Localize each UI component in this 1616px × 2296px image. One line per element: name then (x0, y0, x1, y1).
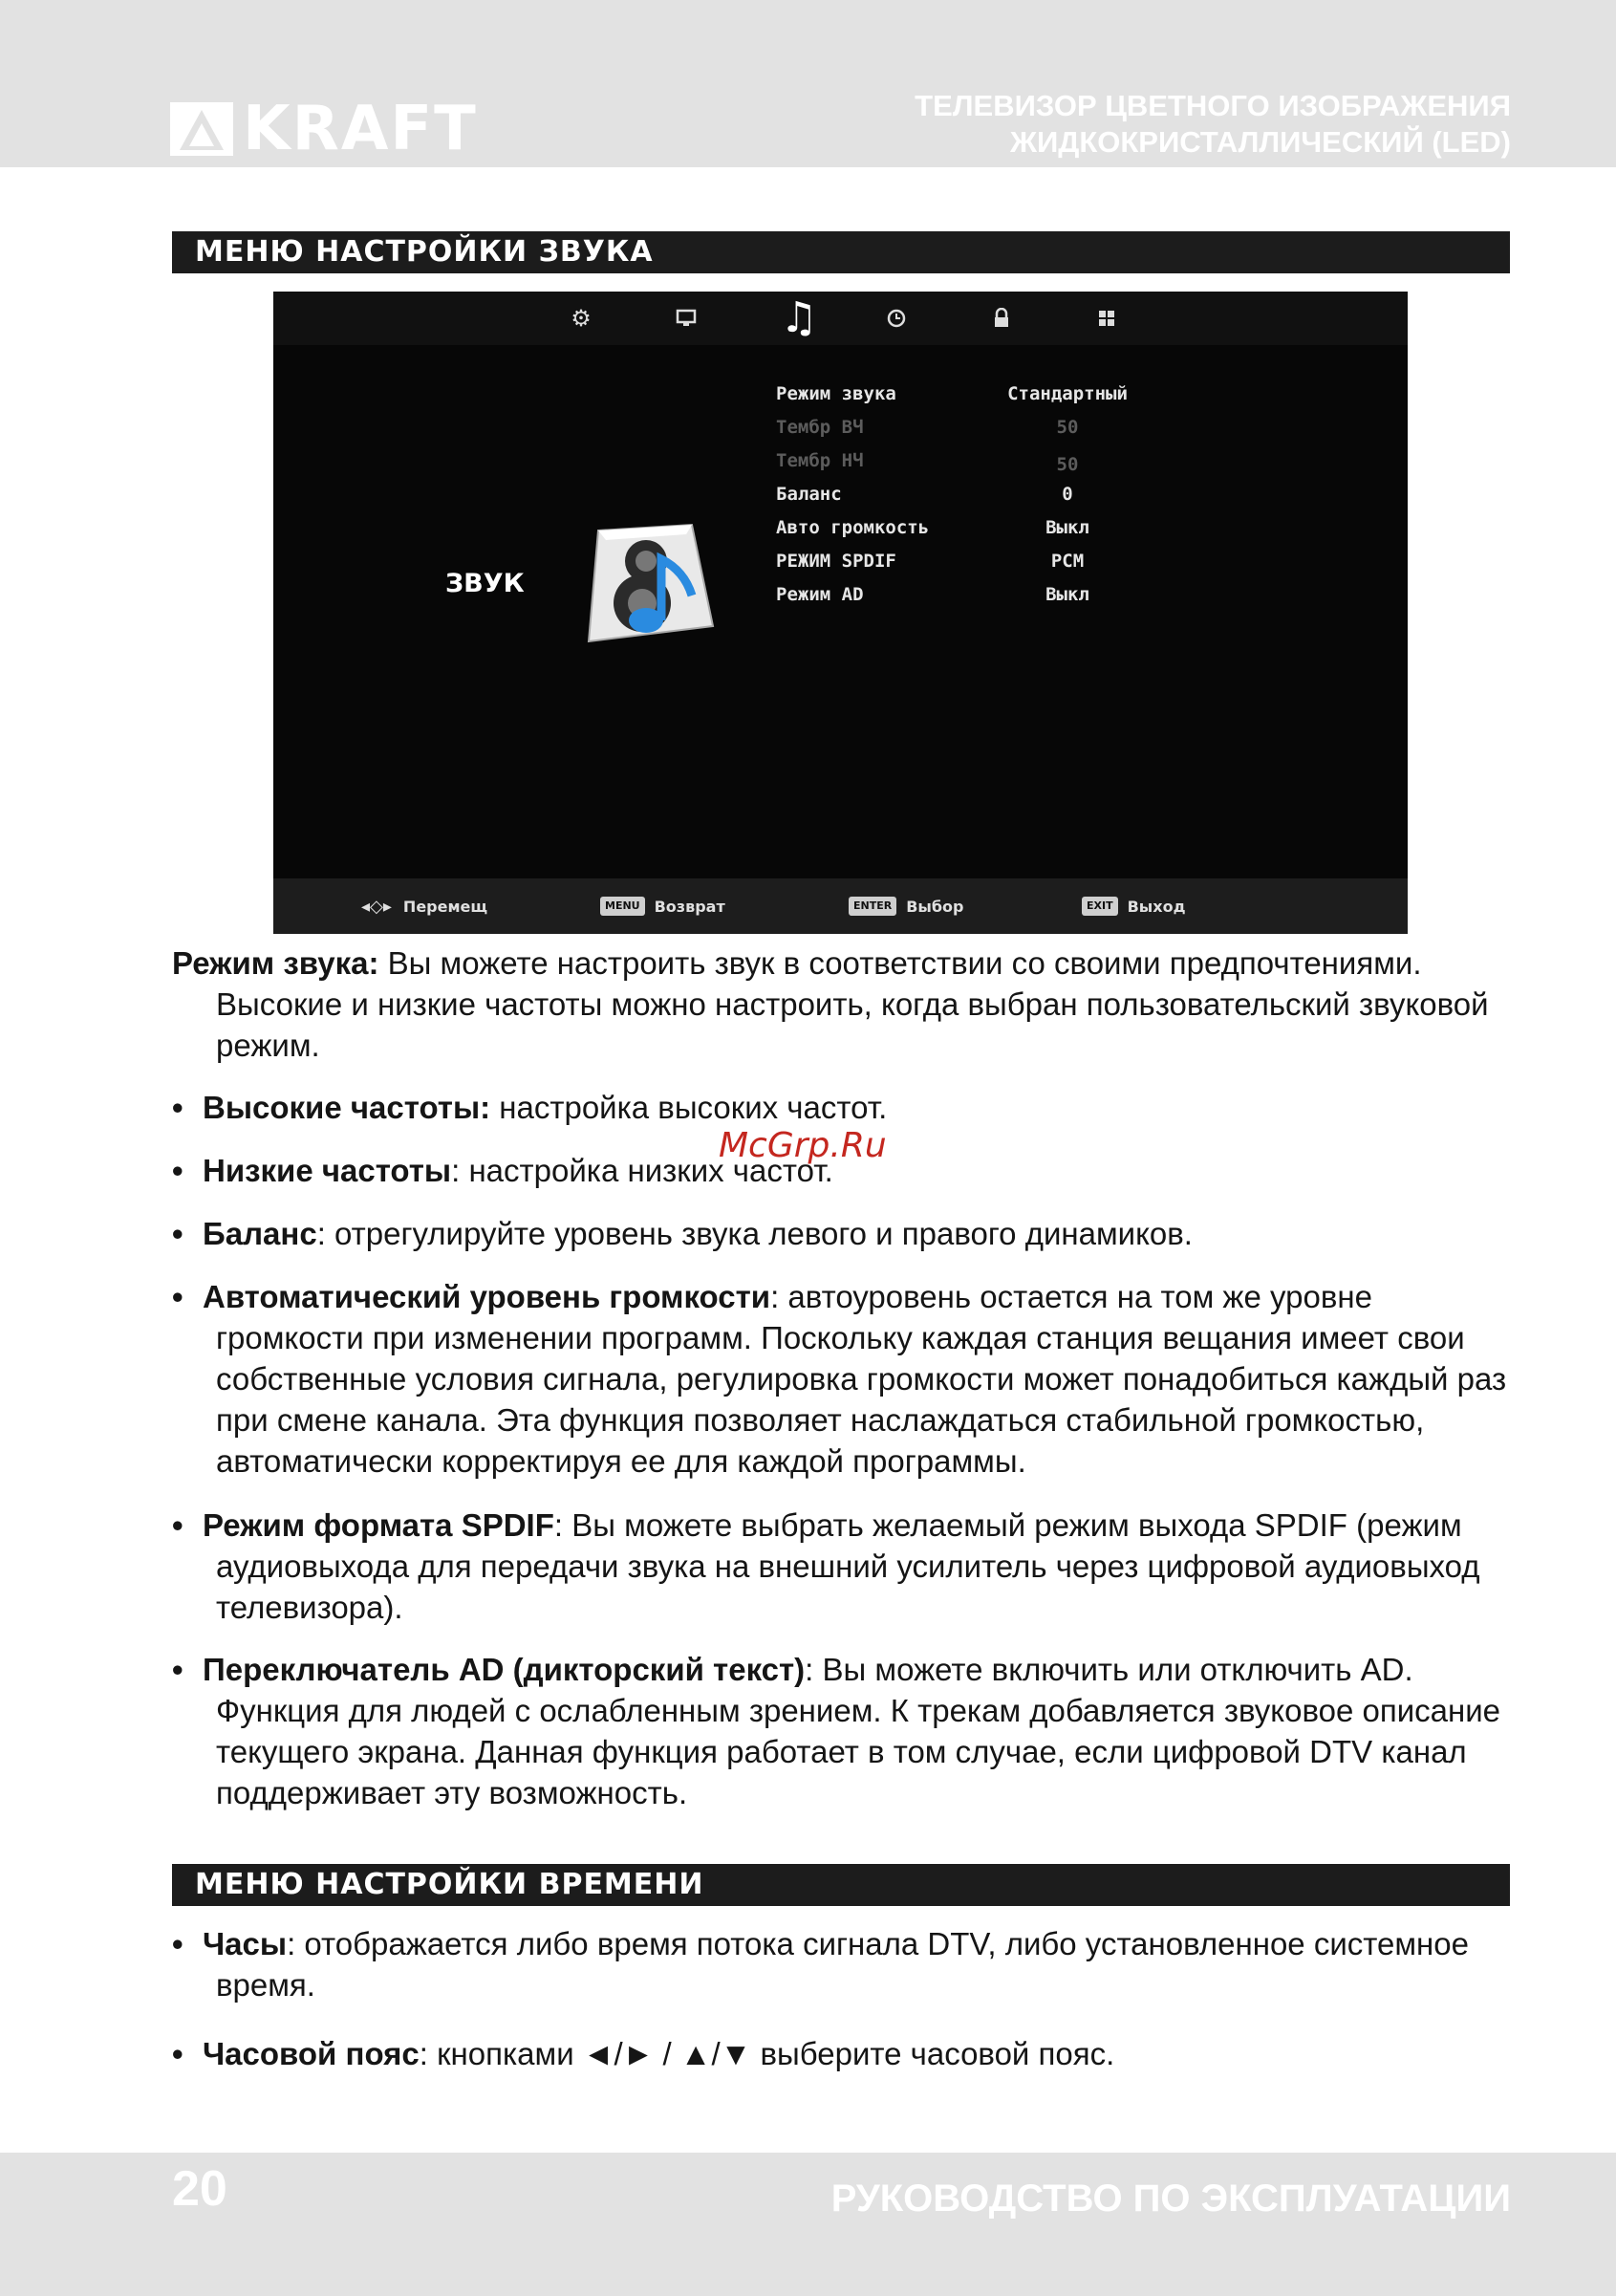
enter-key-icon: ENTER (849, 897, 896, 916)
bullet-text: : автоуровень остается на том же уровне громкости при изменении программ. Поскольку каждая станция вещания имеет свои собственные условия сигнала, регулировка громкости может понадобиться каждый раз при смене канала. Эта функция позволяет наслаждаться стабильной громкостью, автоматически корректируя ее для каждой программы. (216, 1279, 1507, 1479)
tv-row-treble (776, 417, 1349, 449)
page-number: 20 (172, 2161, 227, 2217)
footer-title: РУКОВОДСТВО ПО ЭКСПЛУАТАЦИИ (830, 2177, 1511, 2220)
bullet-spdif: • Режим формата SPDIF: Вы можете выбрать желаемый режим выхода SPDIF (режим аудиовыхода для передачи звука на внешний усилитель через цифровой аудиовыход телевизора). (172, 1507, 1480, 1625)
section-title-sound: МЕНЮ НАСТРОЙКИ ЗВУКА (172, 231, 1510, 273)
tv-row-sound-mode[interactable] (776, 383, 1349, 416)
tv-row-label: Режим звука (776, 383, 896, 404)
term-sound-mode: Режим звука: (172, 945, 379, 981)
bullet-term: Переключатель AD (дикторский текст) (203, 1652, 806, 1687)
text-sound-mode: Вы можете настроить звук в соответствии со своими предпочтениями. Высокие и низкие частоты можно настроить, когда выбран пользовательский звуковой режим. (216, 945, 1489, 1063)
header-title (915, 88, 1511, 161)
bullet-term: Низкие частоты (203, 1153, 452, 1188)
tv-row-value: 50 (1056, 454, 1079, 475)
tv-section-label: ЗВУК (445, 569, 525, 598)
bullet-text: : кнопками ◄/► / ▲/▼ выберите часовой пояс. (419, 2036, 1115, 2071)
music-note-icon: ♫ (780, 293, 818, 342)
dpad-icon: ◂◇▸ (361, 896, 392, 917)
hint-exit-label: Выход (1127, 897, 1186, 916)
speaker-icon (579, 521, 722, 645)
hint-back (600, 895, 725, 918)
tv-tab-bar (273, 292, 1408, 345)
header-title-line2: ЖИДКОКРИСТАЛЛИЧЕСКИЙ (LED) (1009, 125, 1511, 159)
exit-key-icon: EXIT (1082, 897, 1118, 916)
hint-move-label: Перемещ (402, 897, 488, 916)
bullet-term: Часы (203, 1926, 288, 1961)
lock-icon (986, 303, 1017, 334)
bullet-text: : Вы можете выбрать желаемый режим выхода SPDIF (режим аудиовыхода для передачи звука на внешний усилитель через цифровой аудиовыход телевизора). (216, 1507, 1480, 1625)
tv-row-value: Выкл (1045, 517, 1089, 538)
tv-row-bass (776, 450, 1349, 483)
bullet-term: Высокие частоты: (203, 1090, 491, 1125)
tv-row-value: Выкл (1045, 584, 1089, 605)
bullet-term: Режим формата SPDIF (203, 1507, 554, 1543)
hint-exit (1082, 895, 1186, 918)
tv-row-auto-volume[interactable] (776, 517, 1349, 550)
tv-row-value: 0 (1062, 484, 1073, 505)
tv-row-ad-mode[interactable] (776, 584, 1349, 617)
bullet-timezone: • Часовой пояс: кнопками ◄/► / ▲/▼ выберите часовой пояс. (172, 2036, 1115, 2071)
tv-row-spdif-mode[interactable] (776, 551, 1349, 583)
tv-menu-screenshot (273, 292, 1408, 934)
hint-select-label: Выбор (906, 897, 964, 916)
tv-row-label: Баланс (776, 484, 842, 505)
bullet-text: : настройка низких частот. (451, 1153, 833, 1188)
bullet-term: Автоматический уровень громкости (203, 1279, 771, 1314)
bullet-text: : отрегулируйте уровень звука левого и правого динамиков. (316, 1216, 1193, 1251)
bullet-clock: • Часы: отображается либо время потока сигнала DTV, либо установленное системное время. (172, 1926, 1469, 2003)
bullet-text: настройка высоких частот. (490, 1090, 888, 1125)
hint-move (361, 895, 487, 918)
tv-row-label: РЕЖИМ SPDIF (776, 551, 896, 572)
tv-row-label: Режим AD (776, 584, 864, 605)
tv-row-balance[interactable] (776, 484, 1349, 516)
gear-icon: ⚙ (571, 305, 592, 332)
tv-footer-hints (273, 878, 1408, 934)
hint-select (849, 895, 964, 918)
menu-key-icon: MENU (600, 897, 645, 916)
bullet-bass: • Низкие частоты: настройка низких частот. (172, 1153, 833, 1188)
brand-name: KRAFT (243, 94, 478, 164)
header-title-line1: ТЕЛЕВИЗОР ЦВЕТНОГО ИЗОБРАЖЕНИЯ (915, 89, 1511, 122)
bullet-term: Баланс (203, 1216, 317, 1251)
tv-row-label: Тембр ВЧ (776, 417, 864, 438)
page-footer (0, 2153, 1616, 2296)
grid-icon (1091, 303, 1122, 334)
watermark: McGrp.Ru (719, 1126, 887, 1165)
bullet-auto-volume: • Автоматический уровень громкости: автоуровень остается на том же уровне громкости при изменении программ. Поскольку каждая станция вещания имеет свои собственные условия сигнала, регулировка громкости может понадобиться каждый раз при смене канала. Эта функция позволяет наслаждаться стабильной громкостью, автоматически корректируя ее для каждой программы. (172, 1279, 1507, 1479)
monitor-icon (671, 303, 701, 334)
hint-back-label: Возврат (654, 897, 725, 916)
tv-row-value: Стандартный (1007, 383, 1128, 404)
bullet-text: : отображается либо время потока сигнала DTV, либо установленное системное время. (216, 1926, 1469, 2003)
bullet-text: : Вы можете включить или отключить AD. Функция для людей с ослабленным зрением. К трекам добавляется звуковое описание текущего экрана. Данная функция работает в том случае, если цифровой DTV канал поддерживает эту возможность. (216, 1652, 1500, 1810)
bullet-term: Часовой пояс (203, 2036, 420, 2071)
brand-logo (170, 96, 478, 162)
bullet-ad: • Переключатель AD (дикторский текст): Вы можете включить или отключить AD. Функция для людей с ослабленным зрением. К трекам добавляется звуковое описание текущего экрана. Данная функция работает в том случае, если цифровой DTV канал поддерживает эту возможность. (172, 1652, 1500, 1810)
bullet-treble: • Высокие частоты: настройка высоких частот. (172, 1090, 888, 1125)
tv-row-label: Тембр НЧ (776, 450, 864, 471)
kraft-logo-icon (170, 102, 233, 156)
section-title-time: МЕНЮ НАСТРОЙКИ ВРЕМЕНИ (172, 1864, 1510, 1906)
tv-row-value: 50 (1056, 417, 1079, 438)
tv-row-value: PCM (1050, 551, 1085, 572)
para-sound-mode (172, 942, 1510, 1066)
bullet-balance: • Баланс: отрегулируйте уровень звука левого и правого динамиков. (172, 1216, 1193, 1251)
clock-icon (881, 303, 912, 334)
tv-row-label: Авто громкость (776, 517, 930, 538)
